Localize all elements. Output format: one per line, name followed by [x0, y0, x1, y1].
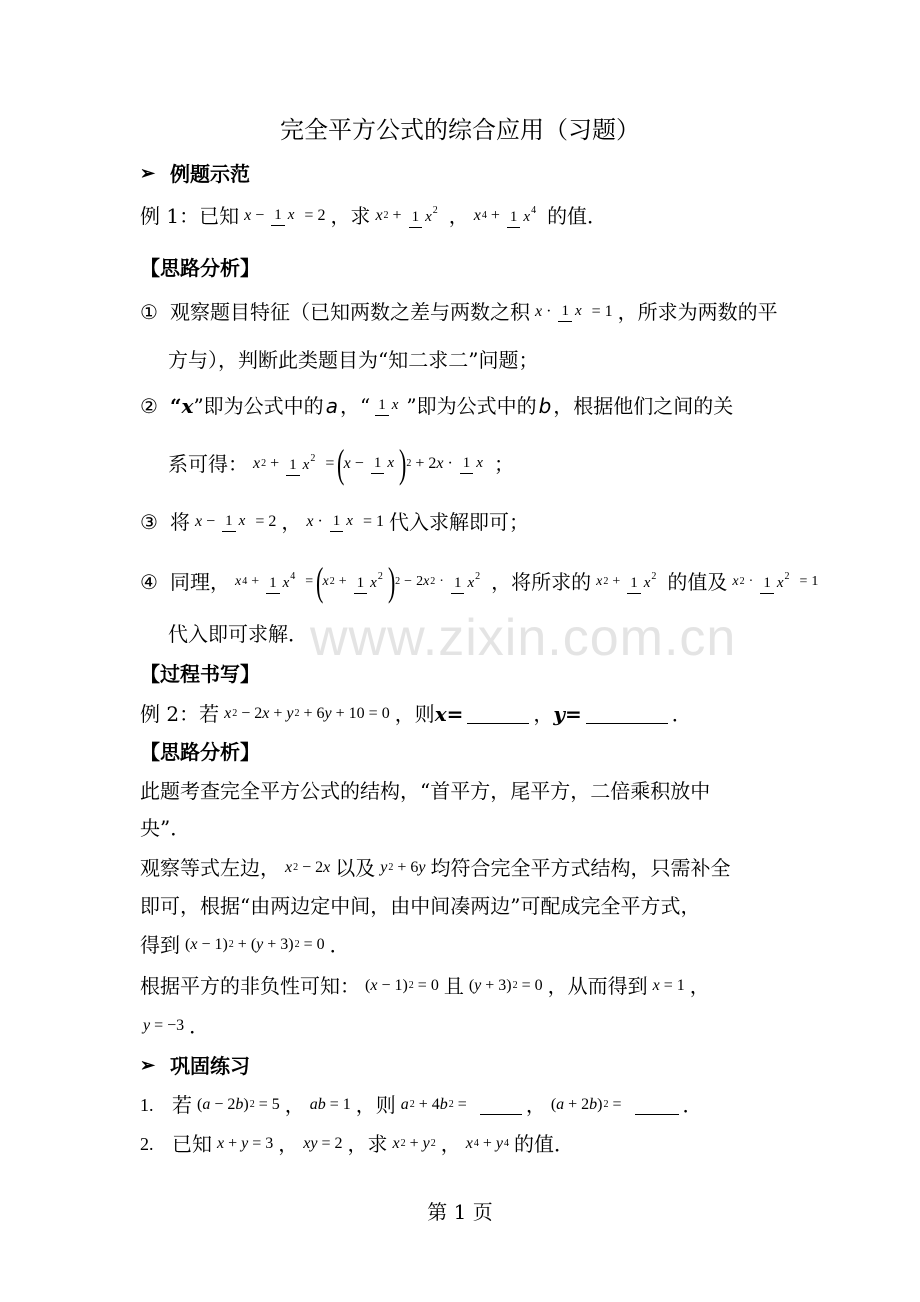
var-a: a: [325, 394, 338, 418]
math-x2-times-1-over-x2-eq-1: x 2 · 1 $x^2$ = 1: [732, 570, 818, 594]
text: 观察题目特征（已知两数之差与两数之积: [170, 300, 530, 324]
math-x2-plus-y2: x 2 + y 2: [392, 1135, 436, 1152]
math-a-minus-2b-squared-eq-5: ( a − 2 b ) 2 = 5: [197, 1096, 280, 1113]
analysis-point-4: ④ 同理， x 4 + 1 $x^4$ = ( x 2 + 1 $x^2$ ) 2 − 2 x 2 · 1 $x^2$ ，将所求的 x 2 + 1 $x^2$ 的值及 x 2 · 1 $x^2$ = 1: [140, 559, 819, 604]
circled-number: ②: [140, 394, 158, 418]
exercise-1: 1. 若 ( a − 2 b ) 2 = 5 ， ab = 1 ，则 a 2 + 4 b 2 = ， ( a + 2 b ) 2 = ．: [140, 1093, 703, 1117]
heading-text: 【思路分析】: [140, 256, 260, 280]
answer-blank-x[interactable]: [467, 705, 529, 724]
analysis2-line-5: 得到 ( x − 1 ) 2 + ( y + 3 ) 2 = 0 ．: [140, 933, 350, 957]
math-a-plus-2b-squared: ( a + 2 b ) 2 =: [550, 1096, 622, 1113]
math-x2-plus-1-over-x2: x 2 + 1 $x^2$: [596, 570, 662, 594]
math-example-2-equation: x 2 − 2 x + y 2 + 6 y + 10 = 0: [224, 705, 390, 722]
math-identity-fourth: x 4 + 1 $x^4$ = ( x 2 + 1 $x^2$ ) 2 − 2 x 2 · 1 $x^2$: [235, 559, 481, 604]
circled-number: ①: [140, 300, 158, 324]
text: ，: [448, 204, 469, 228]
math-ab-eq-1: ab = 1: [309, 1096, 351, 1113]
math-1-over-x: 1 x: [372, 396, 404, 416]
analysis-heading-2: 【思路分析】: [140, 740, 260, 764]
section-title: 例题示范: [170, 162, 250, 186]
writing-heading: 【过程书写】: [140, 662, 260, 686]
math-x-eq-1: x = 1: [652, 977, 685, 994]
section-heading-practice: [0, 1046, 920, 1086]
analysis2-line-7: y = −3 ．: [143, 1014, 210, 1038]
analysis2-line-6: 根据平方的非负性可知： ( x − 1 ) 2 = 0 且 ( y + 3 ) 2 = 0 ，从而得到 x = 1 ，: [140, 974, 710, 998]
text: 方与），判断此类题目为“知二求二”问题；: [168, 348, 539, 372]
analysis-point-1: [0, 292, 920, 332]
title-text: 完全平方公式的综合应用（习题）: [280, 116, 640, 144]
example-label: 例 1：已知: [140, 204, 240, 228]
text: ，所求为两数的平: [617, 300, 778, 324]
page-footer: [0, 1192, 920, 1232]
analysis-point-2: ② “ x ”即为公式中的 a ，“ 1 x ”即为公式中的 b ，根据他们之间的关: [140, 394, 734, 418]
analysis-point-2-cont: 系可得： x 2 + 1 $x^2$ = ( x − 1 x ) 2 + 2 x · 1 x ；: [168, 441, 514, 486]
math-x-minus-1-over-x-eq-2: x − 1 x = 2: [244, 207, 326, 224]
math-y-plus-3-squared-eq-0: ( y + 3 ) 2 = 0: [468, 977, 543, 994]
question-number: 1.: [140, 1095, 154, 1115]
math-a2-plus-4b2: a 2 + 4 b 2 =: [400, 1096, 467, 1113]
var-b: b: [538, 394, 552, 418]
arrow-bullet-icon: ➢: [140, 163, 156, 184]
analysis-point-3: ③ 将 x − 1 x = 2 ， x · 1 x = 1 代入求解即可；: [140, 510, 529, 534]
analysis-point-4-cont: 代入即可求解．: [168, 622, 308, 646]
arrow-bullet-icon: ➢: [140, 1055, 156, 1076]
analysis2-line-3: 观察等式左边， x 2 − 2 x 以及 y 2 + 6 y 均符合完全平方式结构，只需补全: [140, 856, 731, 880]
section-title: 巩固练习: [170, 1054, 250, 1078]
math-x-minus-1-over-x-eq-2: x − 1 x = 2: [195, 513, 277, 530]
math-x4-plus-y4: x 4 + y 4: [465, 1135, 510, 1152]
circled-number: ④: [140, 570, 158, 594]
math-x4-plus-1-over-x4: x 4 + 1 $x^4$: [474, 204, 542, 228]
text: 的值．: [547, 204, 608, 228]
analysis-heading: [0, 248, 920, 288]
example-1: [0, 196, 920, 236]
var-x: x: [181, 394, 194, 418]
math-completed-squares: ( x − 1 ) 2 + ( y + 3 ) 2 = 0: [185, 936, 325, 953]
exercise-2: 2. 已知 x + y = 3 ， xy = 2 ，求 x 2 + y 2 ， x 4 + y 4 的值．: [140, 1132, 575, 1156]
section-heading-examples: [0, 154, 920, 194]
circled-number: ③: [140, 510, 158, 534]
question-number: 2.: [140, 1134, 154, 1154]
answer-blank-1[interactable]: [480, 1096, 522, 1115]
math-identity-square: x 2 + 1 $x^2$ = ( x − 1 x ) 2 + 2 x · 1 x: [253, 441, 483, 486]
math-xy-eq-2: xy = 2: [303, 1135, 343, 1152]
example-2: 例 2：若 x 2 − 2 x + y 2 + 6 y + 10 = 0 ，则 x = ， y = ．: [140, 702, 692, 726]
page-title: [0, 110, 920, 150]
math-y-eq-minus-3: y = −3: [143, 1017, 185, 1034]
watermark: www.zixin.com.cn: [310, 609, 737, 667]
analysis2-line-4: 即可，根据“由两边定中间，由中间凑两边”可配成完全平方式，: [140, 894, 701, 918]
math-x-times-1-over-x-eq-1: x · 1 x = 1: [535, 303, 613, 320]
text: ，求: [330, 204, 371, 228]
analysis2-line-1: 此题考查完全平方公式的结构，“首平方，尾平方，二倍乘积放中: [140, 779, 711, 803]
analysis-point-1-cont: [0, 340, 920, 380]
math-y2-plus-6y: y 2 + 6 y: [380, 859, 426, 876]
math-x-times-1-over-x-eq-1: x · 1 x = 1: [306, 513, 384, 530]
answer-blank-2[interactable]: [635, 1096, 679, 1115]
analysis2-line-2: 央”．: [140, 816, 191, 840]
math-x2-minus-2x: x 2 − 2 x: [285, 859, 331, 876]
math-x-plus-y-eq-3: x + y = 3: [217, 1135, 274, 1152]
math-x-minus-1-squared-eq-0: ( x − 1 ) 2 = 0: [365, 977, 439, 994]
math-x2-plus-1-over-x2: x 2 + 1 $x^2$: [375, 204, 443, 228]
page-number: 第 1 页: [427, 1200, 493, 1224]
answer-blank-y[interactable]: [586, 705, 668, 724]
